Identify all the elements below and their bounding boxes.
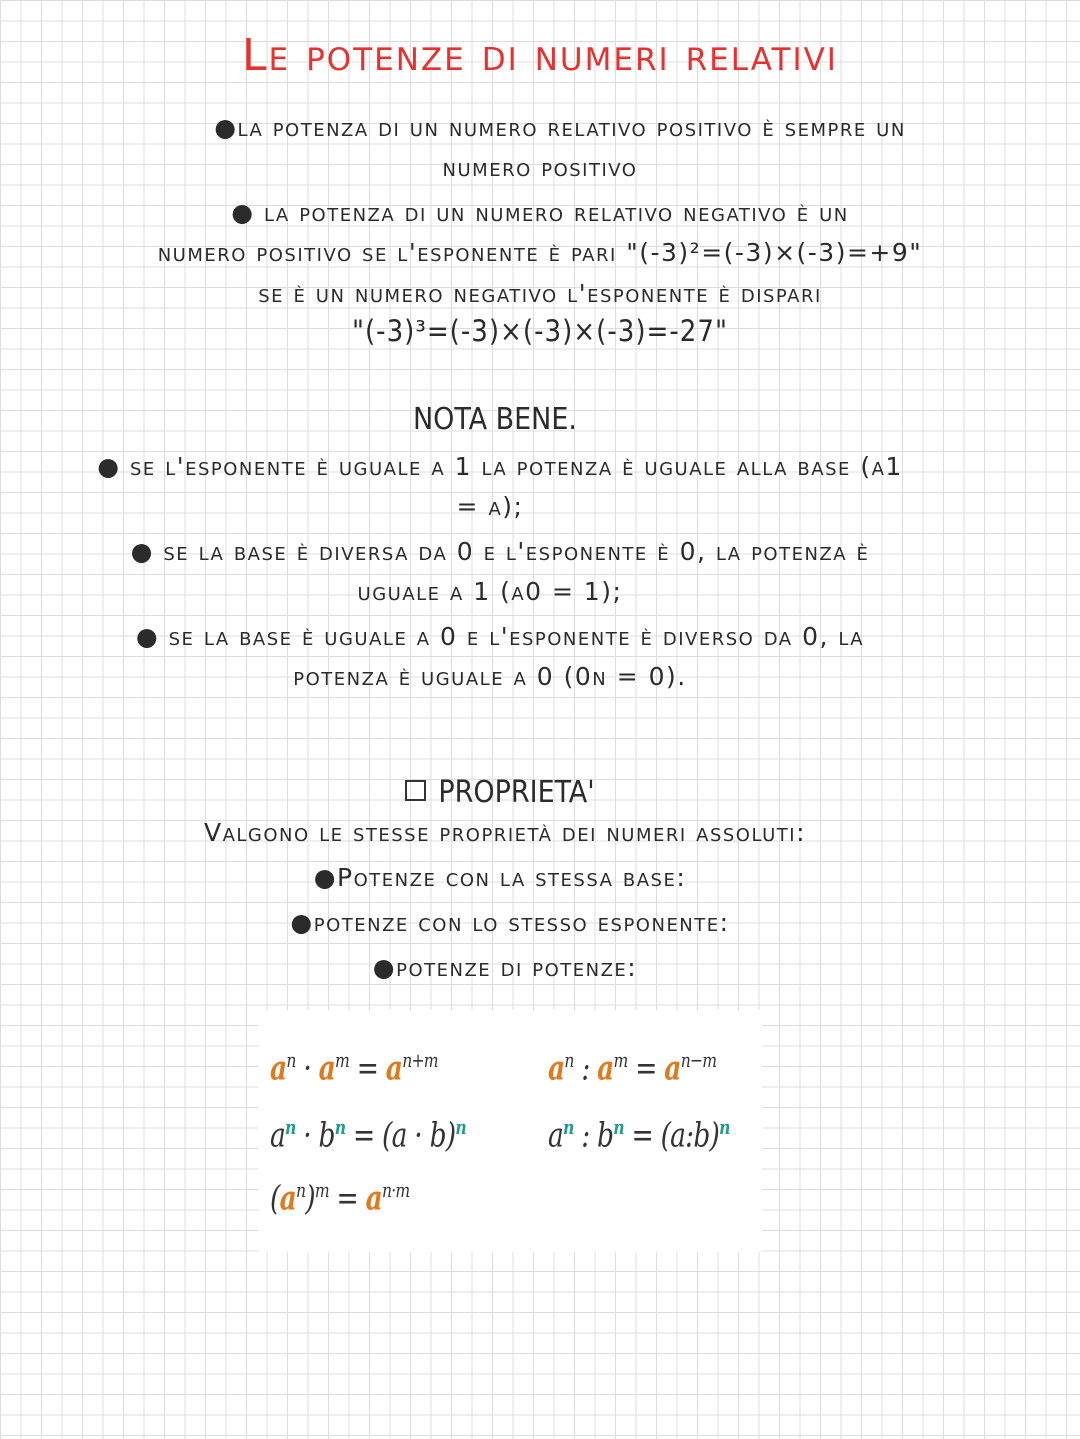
nota-rule-3b: potenza è uguale a 0 (0n = 0). xyxy=(293,662,687,691)
nota-rule-2b: uguale a 1 (a0 = 1); xyxy=(357,577,623,606)
rule-positive-2: numero positivo xyxy=(442,153,638,182)
proprieta-bullet-stessa-base: ●Potenze con la stessa base: xyxy=(313,863,687,892)
nota-rule-1a: ● se l'esponente è uguale a 1 la potenza è uguale alla base (a1 xyxy=(97,452,903,481)
proprieta-intro: Valgono le stesse proprietà dei numeri assoluti: xyxy=(203,818,807,847)
proprieta-heading xyxy=(0,775,1040,810)
formulas-image xyxy=(258,1010,762,1252)
proprieta-bullet-stesso-esponente: ●potenze con lo stesso esponente: xyxy=(290,908,730,937)
rule-negative-example: "(-3)³=(-3)×(-3)×(-3)=-27" xyxy=(352,314,728,348)
proprieta-heading-text: PROPRIETA' xyxy=(438,775,595,810)
nota-rule-1b: = a); xyxy=(456,492,524,521)
formula-product-same-exponent: $a^n \cdot b^n = (a \cdot b)^n$ xyxy=(270,1115,466,1156)
proprieta-bullet-potenze-di-potenze: ●potenze di potenze: xyxy=(372,953,638,982)
rule-positive-1: ●la potenza di un numero relativo positivo è sempre un xyxy=(214,113,906,142)
nota-rule-2a: ● se la base è diversa da 0 e l'esponente è 0, la potenza è xyxy=(130,537,870,566)
formula-power-of-power: $(a^n)^m = a^{n\cdot m}$ xyxy=(270,1178,410,1219)
formula-quotient-same-base: $a^n$ : $a^m = a^{n-m}$ xyxy=(548,1048,717,1089)
formula-product-same-base: $a^n \cdot a^m = a^{n+m}$ xyxy=(270,1048,438,1089)
nota-bene-heading: NOTA BENE. xyxy=(413,402,577,437)
formula-quotient-same-exponent: $a^n$ : $b^n$ = (a:b)$^n$ xyxy=(548,1115,730,1156)
rule-negative-1: ● la potenza di un numero relativo negativo è un xyxy=(231,198,849,227)
nota-rule-3a: ● se la base è uguale a 0 e l'esponente è diverso da 0, la xyxy=(135,622,865,651)
page-title: Le potenze di numeri relativi xyxy=(242,30,838,81)
rule-negative-2: numero positivo se l'esponente è pari "(-3)²=(-3)×(-3)=+9" xyxy=(157,238,923,267)
rule-negative-3: se è un numero negativo l'esponente è dispari xyxy=(258,279,822,308)
checkbox-icon xyxy=(405,780,426,801)
